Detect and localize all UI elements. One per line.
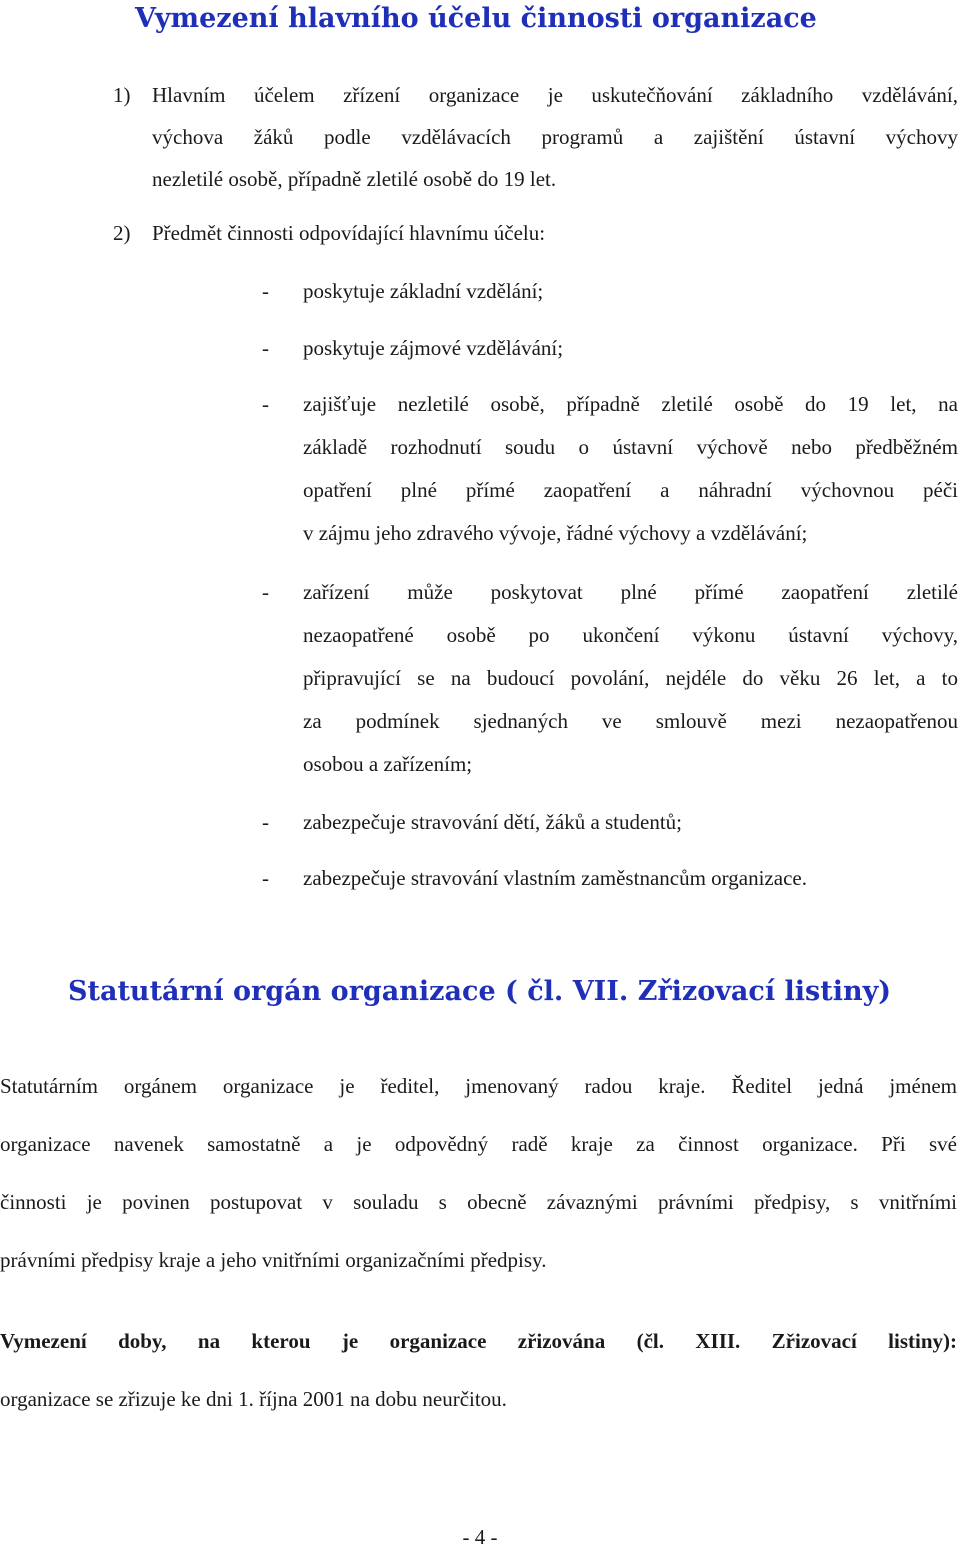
page-number: - 4 - (462, 1525, 498, 1549)
bullet-dash: - (262, 866, 269, 890)
item-text (152, 212, 958, 254)
item-number: 1) (113, 83, 131, 107)
text-line: v zájmu jeho zdravého vývoje, řádné výchovy a vzdělávání; (303, 521, 808, 545)
heading-statutory-body: Statutární orgán organizace ( čl. VII. Zřizovací listiny) (68, 976, 892, 1007)
bullet-dash: - (262, 279, 269, 303)
item-text (152, 74, 958, 200)
statutory-paragraph (0, 1057, 957, 1289)
text-line: Předmět činnosti odpovídající hlavnímu účelu: (152, 221, 546, 245)
text-line: činnosti je povinen postupovat v souladu s obecně závaznými právními předpisy, s vnitřními (0, 1190, 957, 1214)
heading-purpose: Vymezení hlavního účelu činnosti organizace (135, 3, 817, 34)
bullet-dash: - (262, 580, 269, 604)
text-line: poskytuje zájmové vzdělávání; (303, 336, 564, 360)
text-line: zabezpečuje stravování vlastním zaměstnancům organizace. (303, 866, 807, 890)
text-line: zajišťuje nezletilé osobě, případně zletilé osobě do 19 let, na (303, 392, 958, 416)
text-line: nezletilé osobě, případně zletilé osobě do 19 let. (152, 167, 557, 191)
text-line: zabezpečuje stravování dětí, žáků a studentů; (303, 810, 683, 834)
text-line: za podmínek sjednaných ve smlouvě mezi nezaopatřenou (303, 709, 958, 733)
text-line: organizace navenek samostatně a je odpovědný radě kraje za činnost organizace. Při své (0, 1132, 957, 1156)
bullet-dash: - (262, 392, 269, 416)
text-line: výchova žáků podle vzdělávacích programů a zajištění ústavní výchovy (152, 125, 958, 149)
text-line: osobou a zařízením; (303, 752, 473, 776)
duration-text: organizace se zřizuje ke dni 1. října 2001 na dobu neurčitou. (0, 1387, 507, 1411)
text-line: opatření plné přímé zaopatření a náhradní výchovnou péči (303, 478, 958, 502)
text-line: právními předpisy kraje a jeho vnitřními organizačními předpisy. (0, 1248, 547, 1272)
duration-paragraph (0, 1312, 957, 1428)
item-number: 2) (113, 221, 131, 245)
text-line: Statutárním orgánem organizace je ředitel, jmenovaný radou kraje. Ředitel jedná jménem (0, 1074, 957, 1098)
text-line: zařízení může poskytovat plné přímé zaopatření zletilé (303, 580, 958, 604)
bullet-dash: - (262, 810, 269, 834)
text-line: připravující se na budoucí povolání, nejdéle do věku 26 let, a to (303, 666, 958, 690)
text-line: Hlavním účelem zřízení organizace je uskutečňování základního vzdělávání, (152, 83, 958, 107)
text-line: nezaopatřené osobě po ukončení výkonu ústavní výchovy, (303, 623, 958, 647)
page-footer (0, 1522, 960, 1552)
bullet-dash: - (262, 336, 269, 360)
duration-heading: Vymezení doby, na kterou je organizace zřizována (čl. XIII. Zřizovací listiny): (0, 1329, 957, 1353)
text-line: poskytuje základní vzdělání; (303, 279, 544, 303)
text-line: základě rozhodnutí soudu o ústavní výchově nebo předběžném (303, 435, 958, 459)
